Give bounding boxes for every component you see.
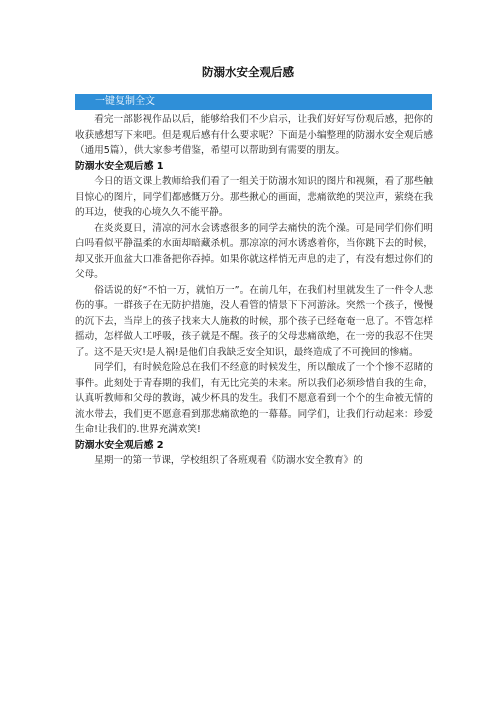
section-heading: 防溺水安全观后感 2 xyxy=(75,439,164,451)
paragraph: 星期一的第一节课，学校组织了各班观看《防溺水安全教育》的 xyxy=(94,455,363,466)
copy-all-button[interactable]: 一键复制全文 xyxy=(75,94,432,110)
section-heading: 防溺水安全观后感 1 xyxy=(75,160,164,172)
document-title: 防溺水安全观后感 xyxy=(202,65,294,79)
paragraph: 在炎炎夏日，清凉的河水会诱惑很多的同学去痛快的洗个澡。可是同学们你们明白吗看似平静温柔的水面却暗藏杀机。那凉凉的河水诱惑着你，当你跳下去的时候，却又张开血盆大口准备把你吞掉。如果你就这样悄无声息的走了，有没有想过你们的父母。 xyxy=(75,222,433,280)
paragraph: 看完一部影视作品以后，能够给我们不少启示，让我们好好写份观后感，把你的收获感想写下来吧。但是观后感有什么要求呢？下面是小编整理的防溺水安全观后感（通用5篇），供大家参考借鉴，希望可以帮助到有需要的朋友。 xyxy=(75,114,433,156)
document-body xyxy=(75,112,433,469)
paragraph: 今日的语文课上教师给我们看了一组关于防溺水知识的图片和视频，看了那些触目惊心的图片，同学们都感慨万分。那些揪心的画面，悲痛欲绝的哭泣声，萦绕在我的耳边，使我的心境久久不能平静。 xyxy=(75,176,433,218)
paragraph: 同学们，有时候危险总在我们不经意的时候发生，所以酿成了一个个惨不忍睹的事件。此刻处于青春期的我们，有无比完美的未来。所以我们必须珍惜自我的生命，认真听教师和父母的教诲，减少杯具的发生。我们不愿意看到一个个的生命被无情的流水带去，我们更不愿意看到那悲痛欲绝的一幕幕。同学们，让我们行动起来：珍爱生命!让我们的.世界充满欢笑! xyxy=(75,362,433,435)
paragraph: 俗话说的好“不怕一万，就怕万一”。在前几年，在我们村里就发生了一件令人悲伤的事。一群孩子在无防护措施，没人看管的情景下下河游泳。突然一个孩子，慢慢的沉下去，当岸上的孩子找来大人施救的时候，那个孩子已经奄奄一息了。不管怎样摇动，怎样做人工呼吸，孩子就是不醒。孩子的父母悲痛欲绝，在一旁的我忍不住哭了。这不是天灾!是人祸!是他们自我缺乏安全知识，最终造成了不可挽回的惨痛。 xyxy=(75,284,433,358)
